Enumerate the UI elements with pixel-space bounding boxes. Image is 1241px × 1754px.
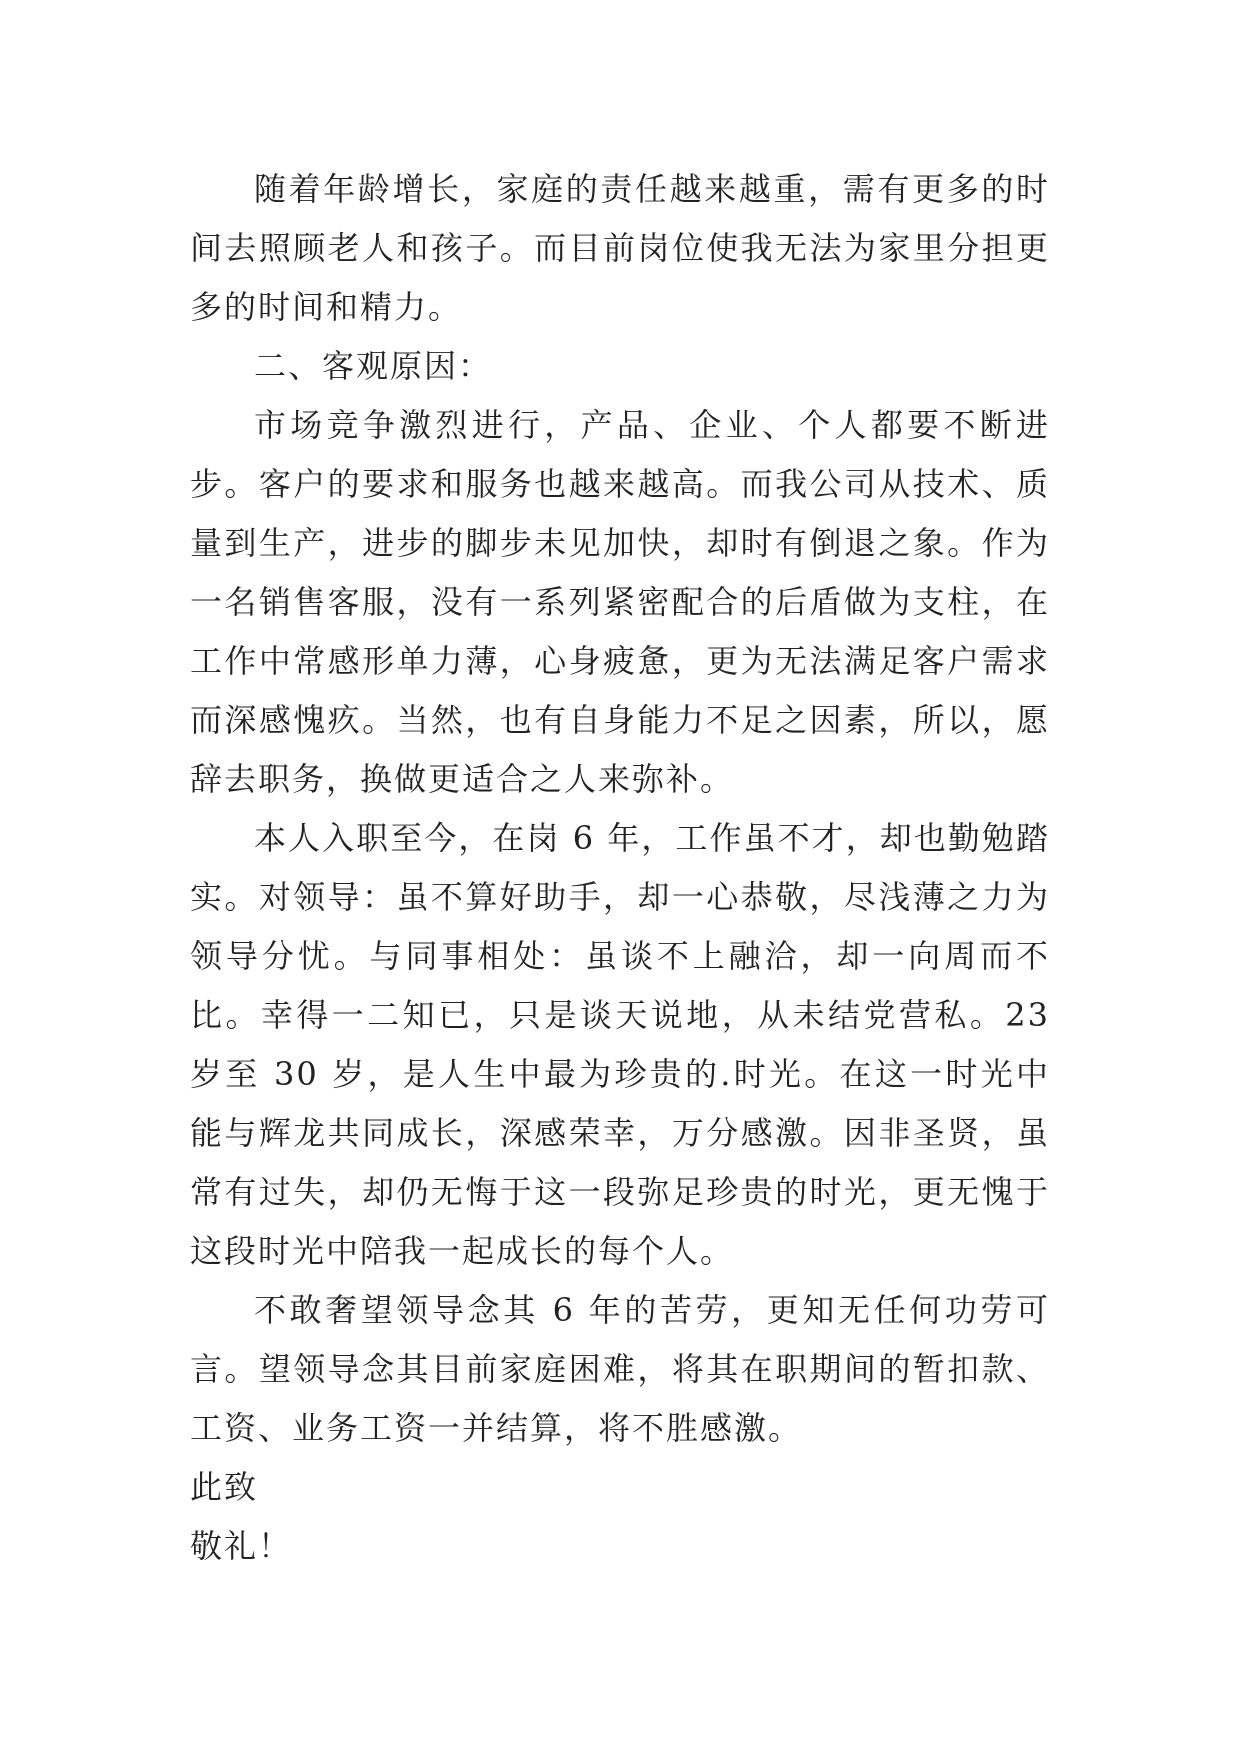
closing-regards: 敬礼！ [190, 1527, 293, 1565]
paragraph-settlement-request: 不敢奢望领导念其 6 年的苦劳，更知无任何功劳可言。望领导念其目前家庭困难，将其在职期间的暂扣款、工资、业务工资一并结算，将不胜感激。 [190, 1291, 1050, 1447]
paragraph-market-competition: 市场竞争激烈进行，产品、企业、个人都要不断进步。客户的要求和服务也越来越高。而我公司从技术、质量到生产，进步的脚步未见加快，却时有倒退之象。作为一名销售客服，没有一系列紧密配合的后盾做为支柱，在工作中常感形单力薄，心身疲惫，更为无法满足客户需求而深感愧疚。当然，也有自身能力不足之因素，所以，愿辞去职务，换做更适合之人来弥补。 [190, 406, 1050, 798]
closing-salutation: 此致 [190, 1468, 259, 1506]
paragraph-work-history: 本人入职至今，在岗 6 年，工作虽不才，却也勤勉踏实。对领导：虽不算好助手，却一心恭敬，尽浅薄之力为领导分忧。与同事相处：虽谈不上融洽，却一向周而不比。幸得一二知已，只是谈天说地，从未结党营私。23 岁至 30 岁，是人生中最为珍贵的.时光。在这一时光中能与辉龙共同成长，深感荣幸，万分感激。因非圣贤，虽常有过失，却仍无悔于这一段弥足珍贵的时光，更无愧于这段时光中陪我一起成长的每个人。 [190, 819, 1050, 1270]
paragraph-family-reason: 随着年龄增长，家庭的责任越来越重，需有更多的时间去照顾老人和孩子。而目前岗位使我无法为家里分担更多的时间和精力。 [190, 170, 1050, 326]
letter-body [190, 160, 1050, 1576]
section-heading-objective-reasons: 二、客观原因： [254, 347, 493, 385]
